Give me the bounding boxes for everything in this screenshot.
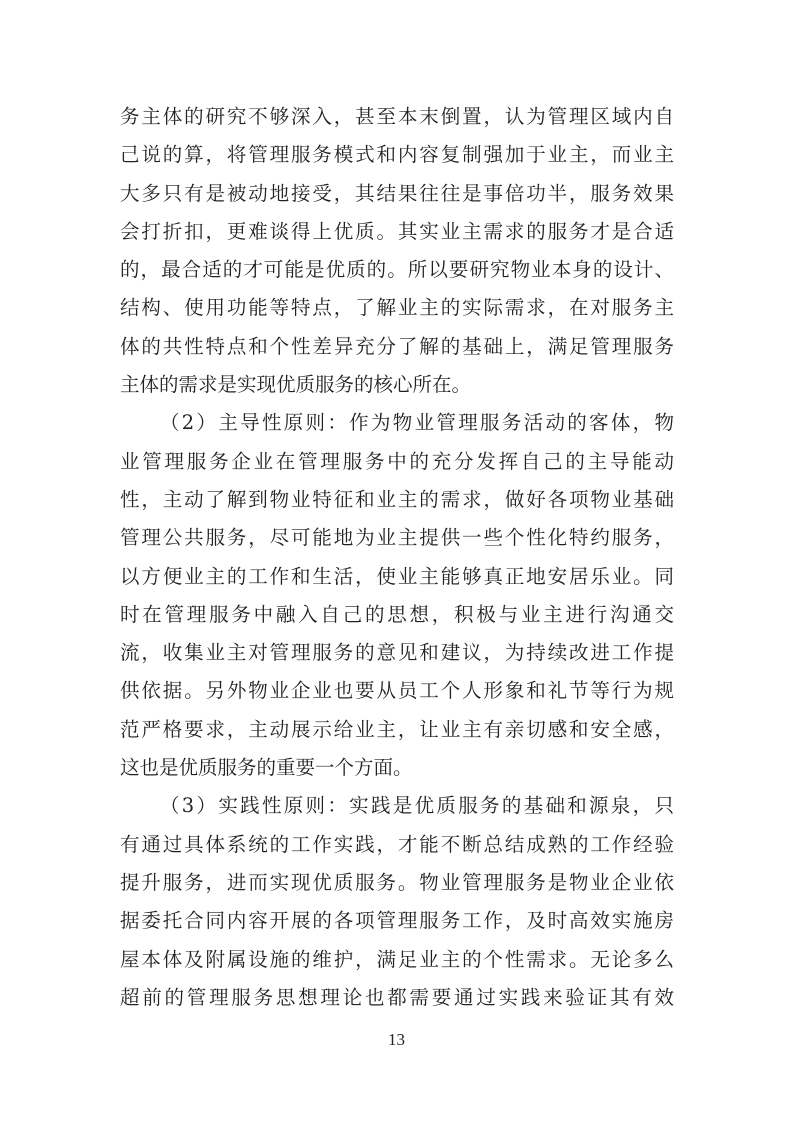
text-line: 主体的需求是实现优质服务的核心所在。	[120, 373, 472, 397]
text-line: 以方便业主的工作和生活，使业主能够真正地安居乐业。同	[120, 564, 674, 588]
text-line: 性，主动了解到物业特征和业主的需求，做好各项物业基础	[120, 487, 674, 511]
text-line: 范严格要求，主动展示给业主，让业主有亲切感和安全感，	[120, 717, 674, 741]
text-line: 超前的管理服务思想理论也都需要通过实践来验证其有效	[120, 985, 674, 1009]
text-line: 的，最合适的才可能是优质的。所以要研究物业本身的设计、	[120, 258, 674, 282]
text-line: 屋本体及附属设施的维护，满足业主的个性需求。无论多么	[120, 947, 674, 971]
text-line: 大多只有是被动地接受，其结果往往是事倍功半，服务效果	[120, 181, 674, 205]
text-line: 这也是优质服务的重要一个方面。	[120, 756, 413, 780]
text-line: 据委托合同内容开展的各项管理服务工作，及时高效实施房	[120, 909, 674, 933]
body-text	[120, 98, 674, 1017]
text-line: 管理公共服务，尽可能地为业主提供一些个性化特约服务，	[120, 526, 674, 550]
text-line: 有通过具体系统的工作实践，才能不断总结成熟的工作经验	[120, 832, 674, 856]
text-line: 体的共性特点和个性差异充分了解的基础上，满足管理服务	[120, 334, 674, 358]
text-line: 时在管理服务中融入自己的思想，积极与业主进行沟通交	[120, 602, 674, 626]
text-line: 业管理服务企业在管理服务中的充分发挥自己的主导能动	[120, 449, 674, 473]
text-line: 流，收集业主对管理服务的意见和建议，为持续改进工作提	[120, 641, 674, 665]
text-line: 结构、使用功能等特点，了解业主的实际需求，在对服务主	[120, 296, 674, 320]
text-line: （3）实践性原则：实践是优质服务的基础和源泉，只	[160, 794, 674, 818]
text-line: 己说的算，将管理服务模式和内容复制强加于业主，而业主	[120, 143, 674, 167]
text-line: 务主体的研究不够深入，甚至本末倒置，认为管理区域内自	[120, 105, 674, 128]
text-line: 供依据。另外物业企业也要从员工个人形象和礼节等行为规	[120, 679, 674, 703]
text-line: 提升服务，进而实现优质服务。物业管理服务是物业企业依	[120, 870, 674, 894]
page-number: 13	[388, 1030, 405, 1049]
text-line: （2）主导性原则：作为物业管理服务活动的客体，物	[160, 411, 674, 435]
text-line: 会打折扣，更难谈得上优质。其实业主需求的服务才是合适	[120, 219, 674, 243]
